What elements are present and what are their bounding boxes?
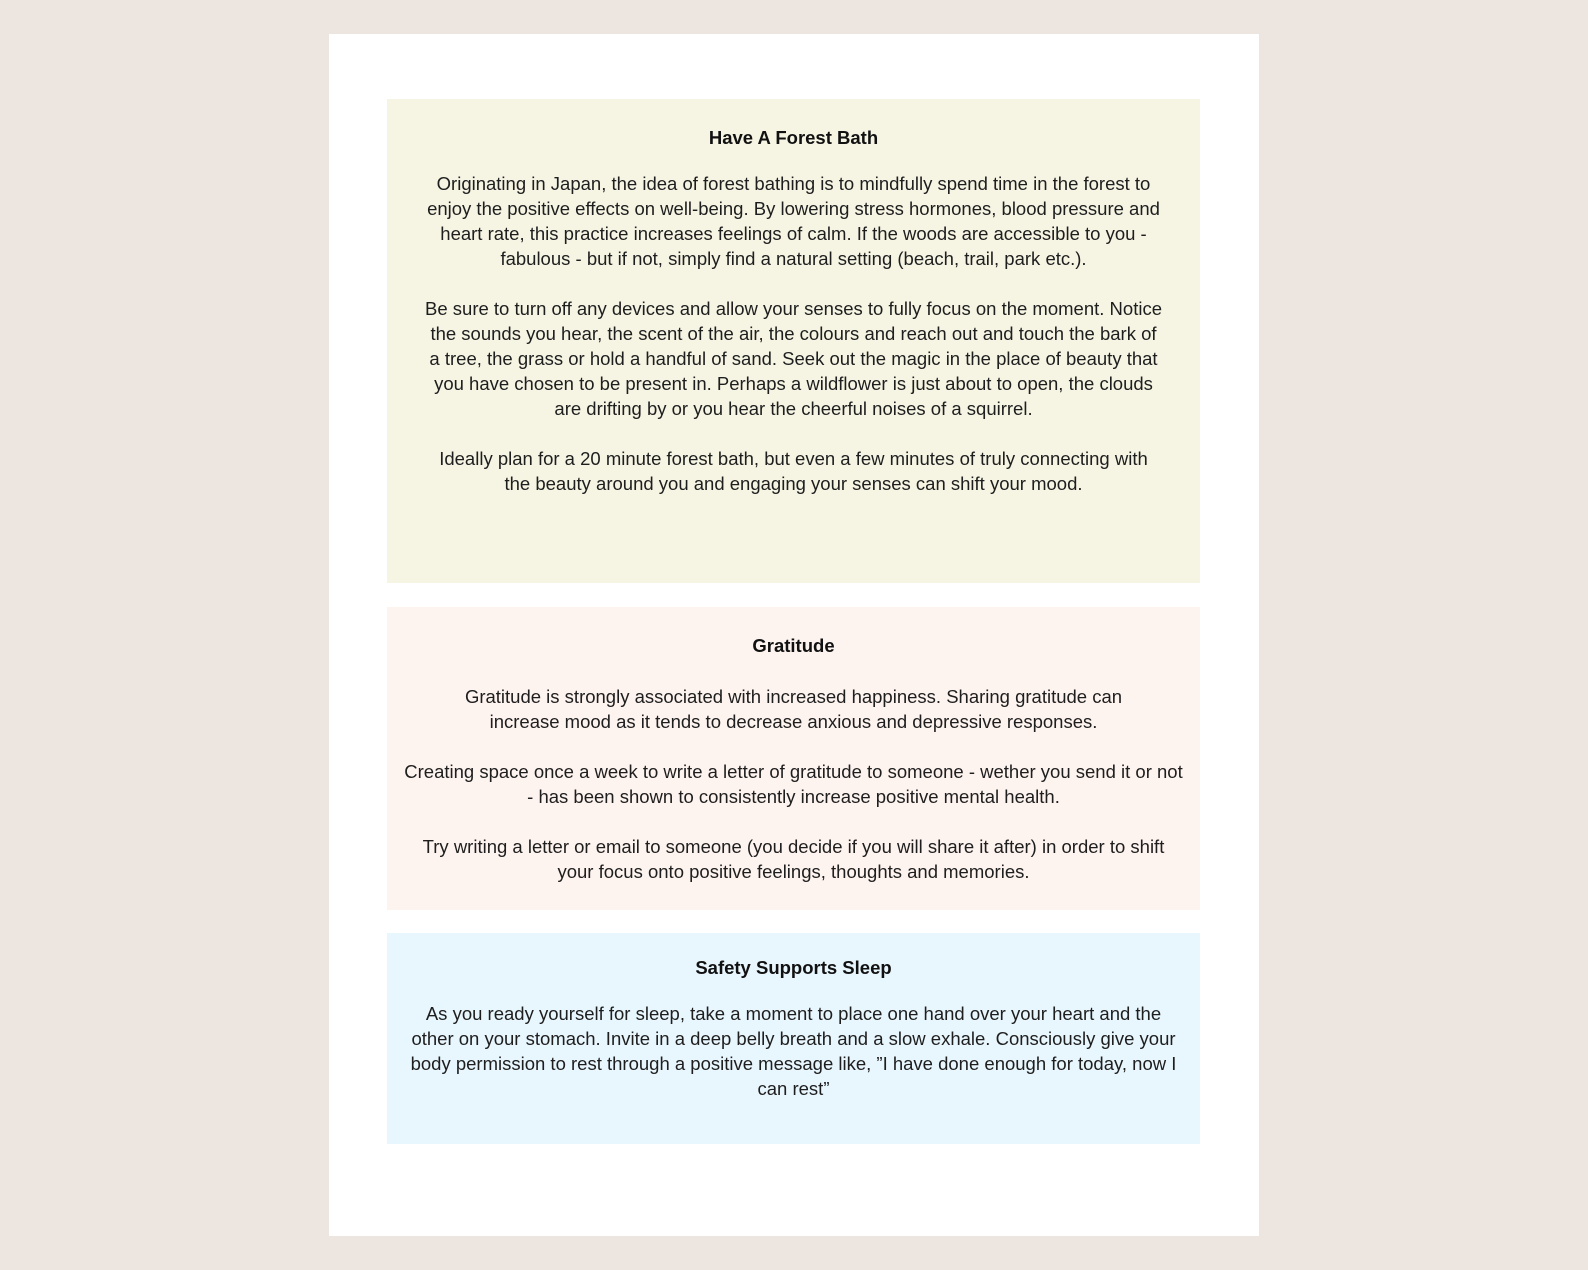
safety-sleep-title: Safety Supports Sleep bbox=[695, 957, 892, 978]
forest-bath-card bbox=[387, 99, 1200, 583]
forest-bath-title: Have A Forest Bath bbox=[708, 127, 879, 148]
document-page bbox=[329, 34, 1259, 1236]
forest-bath-paragraph: Be sure to turn off any devices and allow your senses to fully focus on the moment. Notice the sounds you hear, the scent of the air, the colours and reach out and touch the bark of a tree, the grass or hold a handful of sand. Seek out the magic in the place of beauty that you have chosen to be present in. Perhaps a wildflower is just about to open, the clouds are drifting by or you hear the cheerful noises of a squirrel. bbox=[425, 298, 1162, 419]
gratitude-title: Gratitude bbox=[752, 635, 835, 656]
gratitude-paragraph: Gratitude is strongly associated with increased happiness. Sharing gratitude can increase mood as it tends to decrease anxious and depressive responses. bbox=[464, 686, 1123, 732]
gratitude-card bbox=[387, 607, 1200, 910]
forest-bath-paragraph: Ideally plan for a 20 minute forest bath, but even a few minutes of truly connecting with the beauty around you and engaging your senses can shift your mood. bbox=[439, 448, 1148, 494]
forest-bath-paragraph: Originating in Japan, the idea of forest bathing is to mindfully spend time in the forest to enjoy the positive effects on well-being. By lowering stress hormones, blood pressure and heart rate, this practice increases feelings of calm. If the woods are accessible to you - fabulous - but if not, simply find a natural setting (beach, trail, park etc.). bbox=[427, 173, 1160, 269]
gratitude-paragraph: Try writing a letter or email to someone (you decide if you will share it after) in order to shift your focus onto positive feelings, thoughts and memories. bbox=[422, 836, 1165, 882]
safety-sleep-card bbox=[387, 933, 1200, 1144]
safety-sleep-paragraph: As you ready yourself for sleep, take a moment to place one hand over your heart and the other on your stomach. Invite in a deep belly breath and a slow exhale. Consciously give your body permission to rest through a positive message like, ”I have done enough for today, now I can rest” bbox=[410, 1003, 1177, 1099]
gratitude-paragraph: Creating space once a week to write a letter of gratitude to someone - wether you send it or not - has been shown to consistently increase positive mental health. bbox=[404, 761, 1183, 807]
